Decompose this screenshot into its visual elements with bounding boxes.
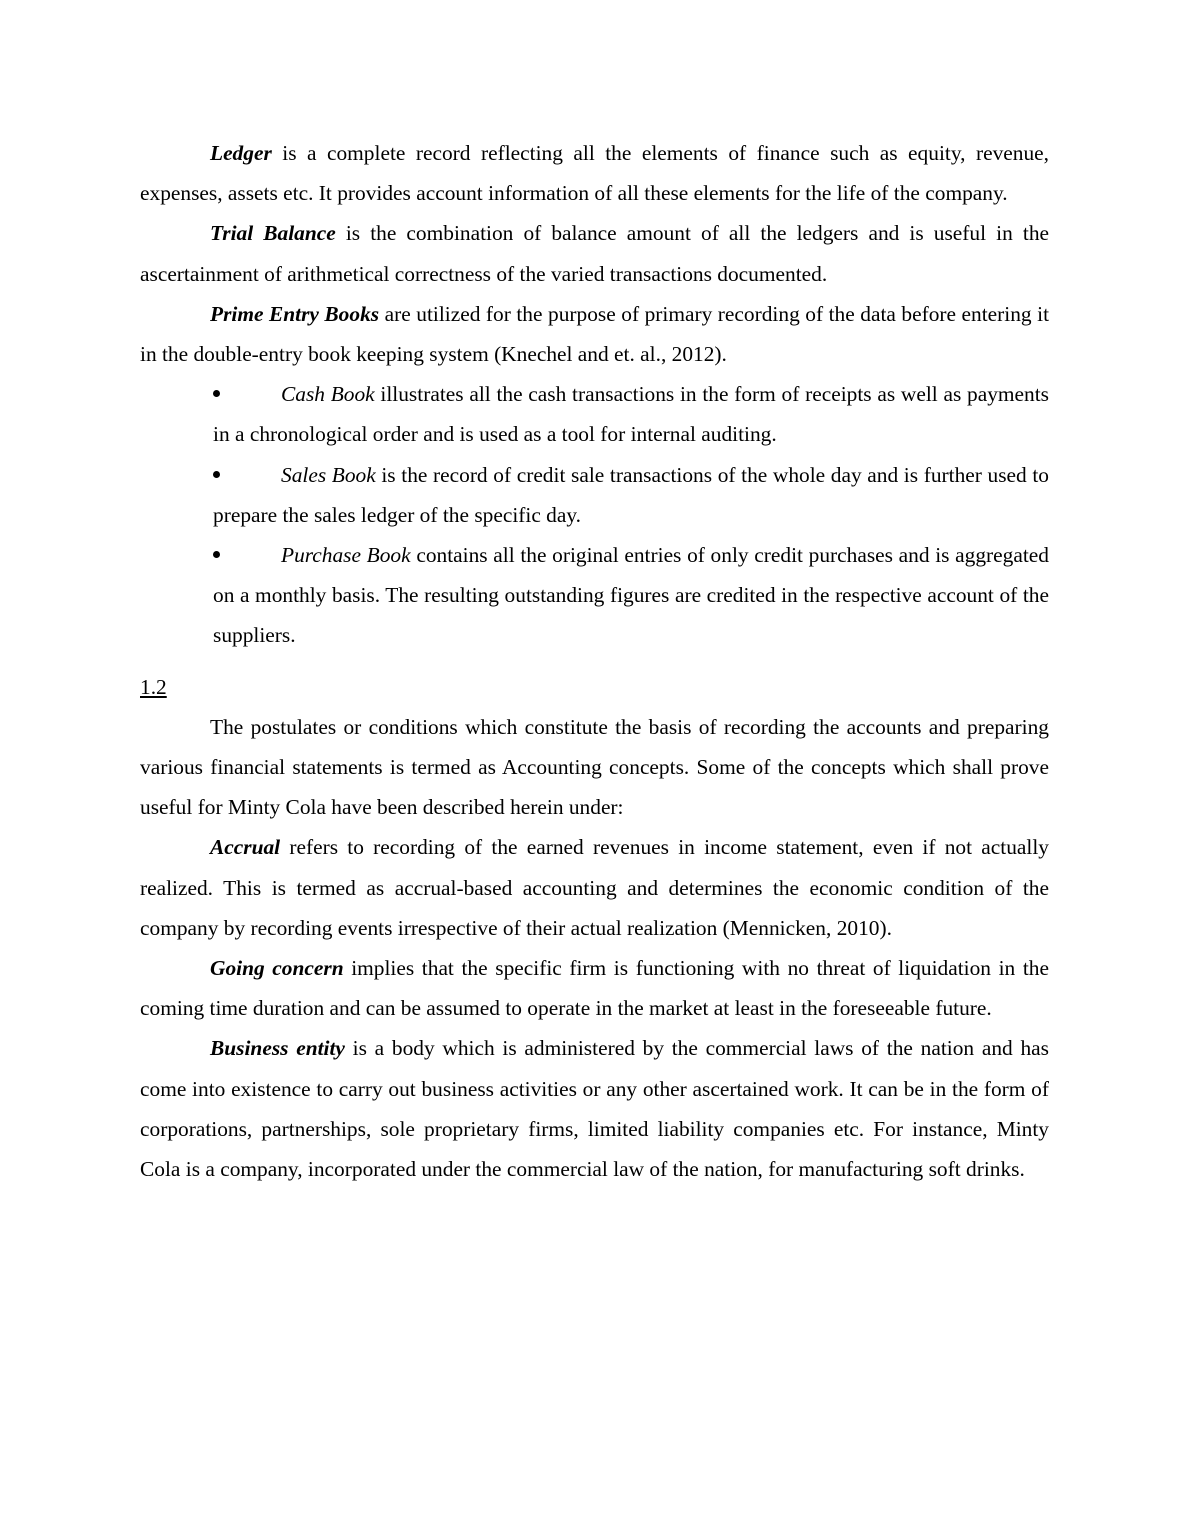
ledger-term: Ledger	[210, 141, 272, 165]
bullet-icon	[213, 471, 220, 478]
going-concern-text: implies that the specific firm is functioning with no threat of liquidation in the coming time duration and can be assumed to operate in the market at least in the foreseeable future.	[140, 956, 1049, 1021]
accrual-term: Accrual	[210, 835, 281, 860]
going-concern-paragraph	[140, 948, 1049, 1028]
purchase-book-text: contains all the original entries of only credit purchases and is aggregated on a monthly basis. The resulting outstanding figures are credited in the respective account of the suppliers.	[213, 543, 1049, 648]
prime-entry-paragraph	[140, 294, 1049, 374]
list-item	[213, 455, 1049, 535]
business-entity-term: Business entity	[210, 1036, 345, 1061]
cash-book-text: illustrates all the cash transactions in the form of receipts as well as payments in a chronological order and is used as a tool for internal auditing.	[213, 382, 1049, 447]
going-concern-term: Going concern	[210, 956, 344, 981]
trial-balance-paragraph	[140, 213, 1049, 293]
prime-entry-text: are utilized for the purpose of primary recording of the data before entering it in the double-entry book keeping system (Knechel and et. al., 2012).	[140, 301, 1050, 367]
business-entity-paragraph	[140, 1028, 1049, 1189]
trial-balance-term: Trial Balance	[210, 221, 336, 246]
section-number: 1.2	[140, 674, 167, 699]
business-entity-text: is a body which is administered by the commercial laws of the nation and has come into existence to carry out business activities or any other ascertained work. It can be in the form of corporations, partnerships, sole proprietary firms, limited liability companies etc. For instance, Minty Cola is a company, incorporated under the commercial law of the nation, for manufacturing soft drinks.	[140, 1036, 1049, 1182]
purchase-book-term: Purchase Book	[281, 543, 411, 568]
trial-balance-text: is the combination of balance amount of all the ledgers and is useful in the ascertainment of arithmetical correctness of the varied transactions documented.	[140, 221, 1050, 286]
book-types-list	[140, 374, 1049, 655]
prime-entry-term: Prime Entry Books	[210, 301, 380, 326]
accrual-paragraph	[140, 827, 1049, 948]
list-item	[213, 374, 1049, 454]
cash-book-term: Cash Book	[281, 382, 375, 407]
ledger-text: is a complete record reflecting all the elements of finance such as equity, revenue, expenses, assets etc. It provides account information of all these elements for the life of the company.	[140, 141, 1049, 206]
section-intro: The postulates or conditions which constitute the basis of recording the accounts and preparing various financial statements is termed as Accounting concepts. Some of the concepts which shall prove useful for Minty Cola have been described herein under:	[140, 714, 1049, 820]
sales-book-term: Sales Book	[281, 462, 376, 487]
sales-book-text: is the record of credit sale transactions of the whole day and is further used to prepare the sales ledger of the specific day.	[213, 462, 1049, 527]
document-page	[140, 133, 1049, 1189]
accrual-text: refers to recording of the earned revenues in income statement, even if not actually realized. This is termed as accrual-based accounting and determines the economic condition of the company by recording events irrespective of their actual realization (Mennicken, 2010).	[140, 835, 1049, 940]
bullet-icon	[213, 551, 220, 558]
list-item	[213, 535, 1049, 656]
ledger-paragraph	[140, 133, 1049, 213]
